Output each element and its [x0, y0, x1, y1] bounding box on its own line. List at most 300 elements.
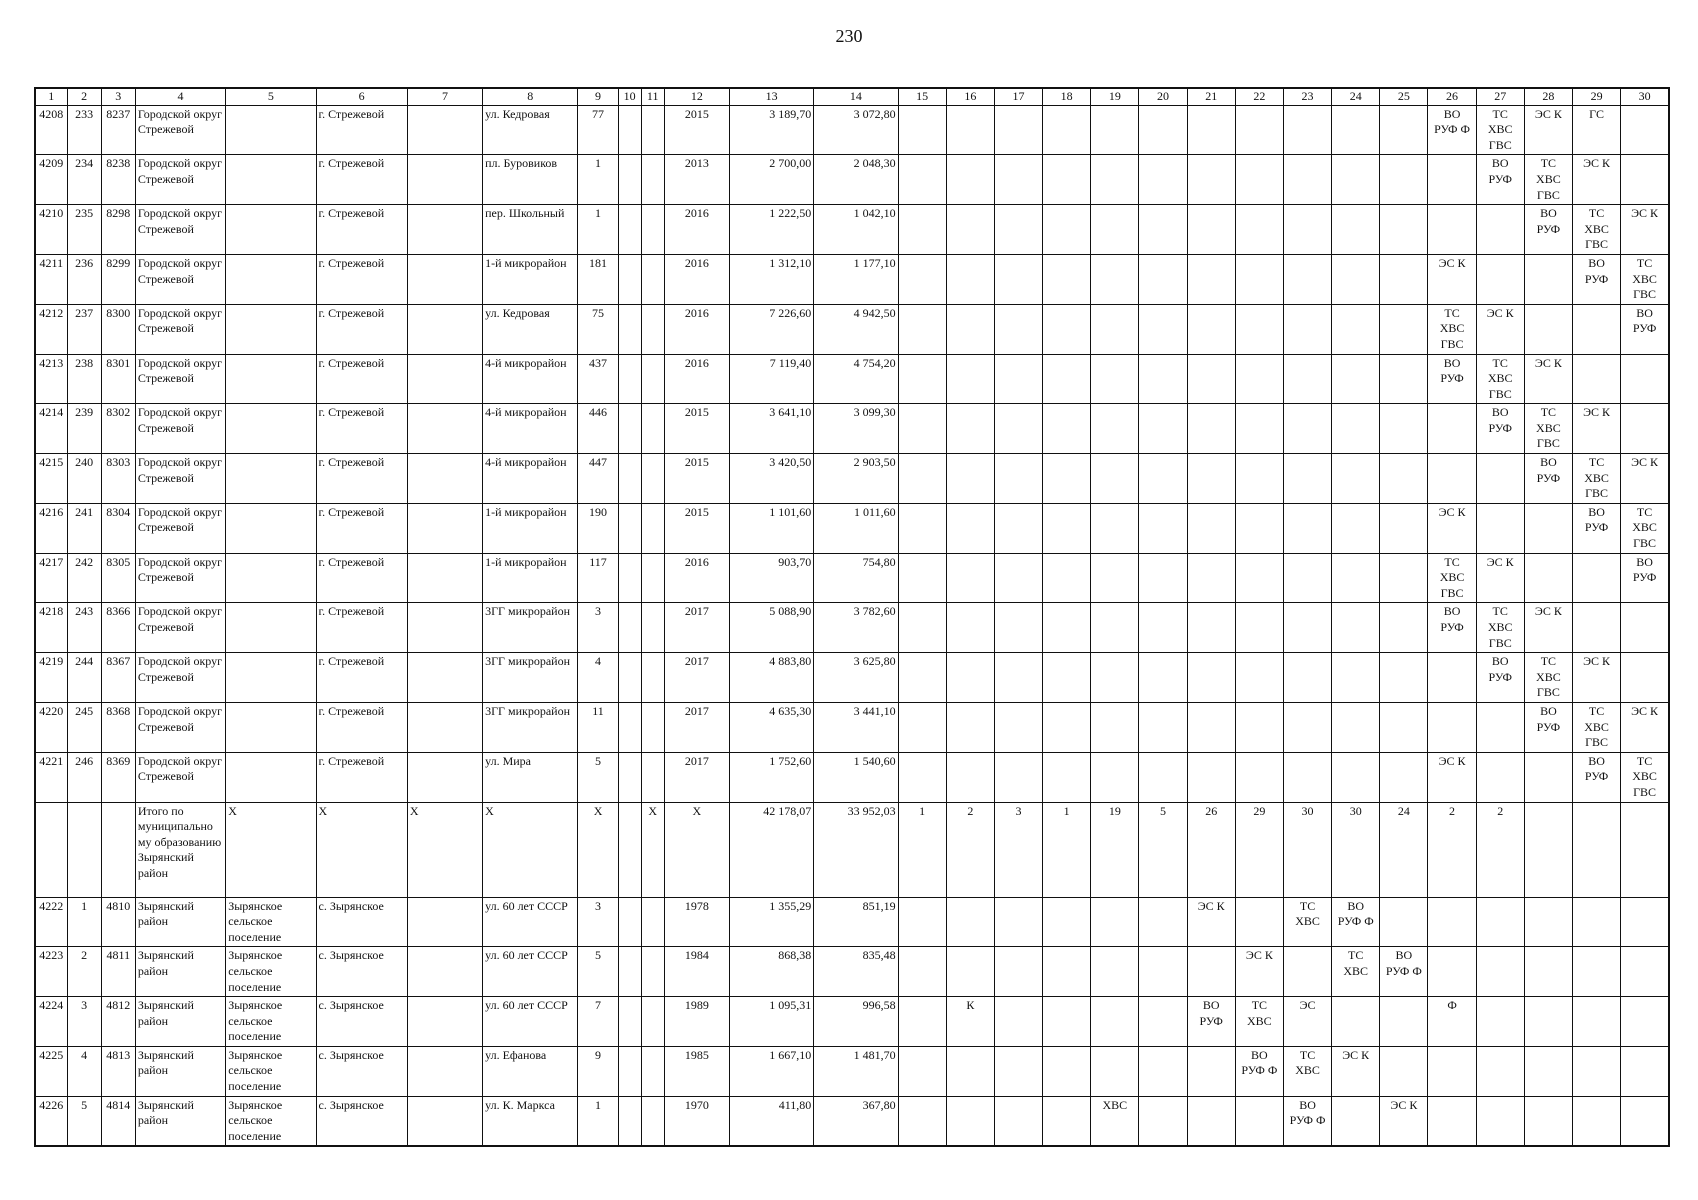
cell-col-23	[1283, 553, 1331, 603]
cell-col-28	[1524, 653, 1572, 703]
cell-col-12: 2016	[664, 254, 729, 304]
cell-col-11	[641, 947, 664, 997]
cell-col-14: 2 903,50	[814, 454, 898, 504]
column-header-26: 26	[1428, 88, 1476, 105]
cell-col-17	[994, 897, 1042, 947]
cell-col-19	[1091, 897, 1139, 947]
cell-col-10	[618, 947, 641, 997]
cell-col-19	[1091, 404, 1139, 454]
cell-col-29	[1572, 404, 1620, 454]
cell-col-1: 4208	[35, 105, 67, 155]
cell-col-27	[1476, 354, 1524, 404]
cell-col-29	[1572, 997, 1620, 1047]
work-code: ТС	[1444, 554, 1460, 569]
cell-col-26	[1428, 205, 1476, 255]
cell-col-21	[1187, 404, 1235, 454]
cell-col-3	[101, 802, 135, 897]
cell-col-14: 1 177,10	[814, 254, 898, 304]
cell-col-13: 411,80	[729, 1096, 813, 1146]
cell-col-29	[1572, 105, 1620, 155]
cell-col-30	[1621, 752, 1669, 802]
cell-col-12: 2017	[664, 603, 729, 653]
column-header-14: 14	[814, 88, 898, 105]
work-code: ГВС	[1536, 187, 1560, 202]
cell-col-19	[1091, 997, 1139, 1047]
work-code: ГВС	[1633, 287, 1657, 302]
column-header-21: 21	[1187, 88, 1235, 105]
cell-col-9: 1	[578, 1096, 618, 1146]
cell-col-25	[1380, 155, 1428, 205]
work-code: ВО	[1251, 1047, 1268, 1062]
cell-col-19	[1091, 304, 1139, 354]
cell-col-17	[994, 503, 1042, 553]
cell-col-27	[1476, 603, 1524, 653]
column-header-10: 10	[618, 88, 641, 105]
column-header-8: 8	[483, 88, 578, 105]
cell-col-2	[67, 802, 101, 897]
cell-col-9: 446	[578, 404, 618, 454]
cell-col-11	[641, 304, 664, 354]
cell-col-10	[618, 155, 641, 205]
cell-col-25	[1380, 105, 1428, 155]
cell-col-9: 5	[578, 752, 618, 802]
cell-col-1: 4225	[35, 1046, 67, 1096]
cell-col-25	[1380, 752, 1428, 802]
work-code: ХВС	[1632, 271, 1657, 286]
cell-col-9: 1	[578, 155, 618, 205]
cell-col-26	[1428, 752, 1476, 802]
cell-col-27	[1476, 1046, 1524, 1096]
cell-col-30	[1621, 155, 1669, 205]
cell-col-30	[1621, 897, 1669, 947]
cell-col-16	[946, 1096, 994, 1146]
cell-col-7	[407, 503, 482, 553]
cell-col-14: 4 754,20	[814, 354, 898, 404]
cell-col-11	[641, 254, 664, 304]
work-code: ХВС	[1536, 669, 1561, 684]
work-code: ТС	[1636, 753, 1653, 768]
cell-col-13: 4 883,80	[729, 653, 813, 703]
cell-col-3: 8301	[101, 354, 135, 404]
cell-col-13: 1 095,31	[729, 997, 813, 1047]
work-code: ВО	[1540, 703, 1557, 718]
cell-col-16	[946, 155, 994, 205]
cell-col-22	[1235, 702, 1283, 752]
column-header-7: 7	[407, 88, 482, 105]
cell-col-9: 7	[578, 997, 618, 1047]
cell-col-11: X	[641, 802, 664, 897]
cell-col-29	[1572, 752, 1620, 802]
cell-col-2: 235	[67, 205, 101, 255]
cell-col-2: 246	[67, 752, 101, 802]
cell-col-8: ул. 60 лет СССР	[483, 947, 578, 997]
cell-col-11	[641, 404, 664, 454]
cell-col-21	[1187, 997, 1235, 1047]
cell-col-11	[641, 105, 664, 155]
work-code: ТС	[1540, 405, 1557, 420]
cell-col-1: 4209	[35, 155, 67, 205]
cell-col-27	[1476, 997, 1524, 1047]
cell-col-19	[1091, 947, 1139, 997]
cell-col-18	[1043, 454, 1091, 504]
work-code: ВО	[1636, 554, 1653, 569]
cell-col-18	[1043, 653, 1091, 703]
cell-col-30	[1621, 205, 1669, 255]
cell-col-29	[1572, 503, 1620, 553]
cell-col-14: 835,48	[814, 947, 898, 997]
cell-col-10	[618, 653, 641, 703]
cell-col-12: 2017	[664, 653, 729, 703]
work-code: РУФ	[1584, 520, 1609, 535]
cell-col-5: Зырянское сельское поселение	[226, 897, 316, 947]
cell-col-4: Городской округ Стрежевой	[135, 503, 225, 553]
cell-col-20	[1139, 105, 1187, 155]
cell-col-18	[1043, 947, 1091, 997]
cell-col-9: 77	[578, 105, 618, 155]
cell-col-7	[407, 155, 482, 205]
table-row	[35, 354, 1669, 404]
cell-col-23	[1283, 205, 1331, 255]
cell-col-22	[1235, 354, 1283, 404]
cell-col-16	[946, 354, 994, 404]
cell-col-10	[618, 553, 641, 603]
cell-col-12: 2013	[664, 155, 729, 205]
cell-col-14: 33 952,03	[814, 802, 898, 897]
cell-col-29	[1572, 254, 1620, 304]
cell-col-26	[1428, 702, 1476, 752]
cell-col-30	[1621, 997, 1669, 1047]
work-code: ХВС	[1632, 769, 1657, 784]
cell-col-9: 181	[578, 254, 618, 304]
cell-col-27	[1476, 454, 1524, 504]
cell-col-16	[946, 603, 994, 653]
cell-col-5	[226, 304, 316, 354]
cell-col-7	[407, 205, 482, 255]
work-code: ВО	[1588, 753, 1605, 768]
cell-col-20	[1139, 947, 1187, 997]
work-code: ТС	[1492, 355, 1508, 370]
cell-col-17	[994, 1046, 1042, 1096]
work-code: ВО	[1491, 156, 1509, 171]
work-code: ГВС	[1585, 486, 1609, 501]
cell-col-13: 1 355,29	[729, 897, 813, 947]
cell-col-4: Городской округ Стрежевой	[135, 752, 225, 802]
cell-col-6: г. Стрежевой	[316, 105, 407, 155]
cell-col-29	[1572, 802, 1620, 897]
cell-col-21	[1187, 702, 1235, 752]
cell-col-17	[994, 553, 1042, 603]
work-code: ХВС	[1487, 371, 1513, 386]
cell-col-13: 868,38	[729, 947, 813, 997]
cell-col-10	[618, 304, 641, 354]
cell-col-9: 3	[578, 603, 618, 653]
cell-col-4: Зырянский район	[135, 1046, 225, 1096]
column-header-9: 9	[578, 88, 618, 105]
cell-col-15	[898, 155, 946, 205]
cell-col-25	[1380, 503, 1428, 553]
cell-col-6: г. Стрежевой	[316, 454, 407, 504]
cell-col-1: 4216	[35, 503, 67, 553]
cell-col-24	[1332, 553, 1380, 603]
cell-col-16	[946, 553, 994, 603]
cell-col-28	[1524, 354, 1572, 404]
work-code: ГВС	[1536, 685, 1560, 700]
cell-col-13: 42 178,07	[729, 802, 813, 897]
cell-col-8: 4-й микрорайон	[483, 404, 578, 454]
cell-col-8: ул. К. Маркса	[483, 1096, 578, 1146]
cell-col-24	[1332, 254, 1380, 304]
table-row	[35, 454, 1669, 504]
cell-col-18	[1043, 205, 1091, 255]
cell-col-25	[1380, 997, 1428, 1047]
cell-col-21	[1187, 947, 1235, 997]
cell-col-12: 2017	[664, 702, 729, 752]
cell-col-20	[1139, 1046, 1187, 1096]
cell-col-3: 8367	[101, 653, 135, 703]
cell-col-22	[1235, 997, 1283, 1047]
cell-col-7	[407, 752, 482, 802]
work-code: РУФ	[1536, 221, 1561, 236]
cell-col-5: Зырянское сельское поселение	[226, 1096, 316, 1146]
cell-col-30	[1621, 354, 1669, 404]
cell-col-18	[1043, 752, 1091, 802]
cell-col-29	[1572, 897, 1620, 947]
cell-col-18	[1043, 897, 1091, 947]
cell-col-18	[1043, 603, 1091, 653]
work-code: ТС	[1492, 106, 1508, 121]
work-code: РУФ	[1488, 171, 1512, 186]
cell-col-7	[407, 254, 482, 304]
cell-col-7	[407, 304, 482, 354]
cell-col-7: X	[407, 802, 482, 897]
cell-col-17	[994, 254, 1042, 304]
cell-col-19	[1091, 702, 1139, 752]
work-code: ВО	[1491, 405, 1509, 420]
cell-col-3: 8305	[101, 553, 135, 603]
cell-col-29	[1572, 454, 1620, 504]
cell-col-8: 1-й микрорайон	[483, 553, 578, 603]
cell-col-22: 29	[1235, 802, 1283, 897]
cell-col-25	[1380, 404, 1428, 454]
cell-col-30	[1621, 702, 1669, 752]
cell-col-16	[946, 254, 994, 304]
cell-col-12: 1978	[664, 897, 729, 947]
cell-col-10	[618, 702, 641, 752]
work-code: ХВС	[1295, 1063, 1320, 1078]
cell-col-29	[1572, 603, 1620, 653]
column-header-2: 2	[67, 88, 101, 105]
cell-col-29	[1572, 702, 1620, 752]
cell-col-28	[1524, 553, 1572, 603]
cell-col-20	[1139, 404, 1187, 454]
cell-col-17	[994, 105, 1042, 155]
cell-col-11	[641, 155, 664, 205]
total-row	[35, 802, 1669, 897]
work-code: ХВС	[1487, 122, 1513, 137]
cell-col-8: 3ГГ микрорайон	[483, 603, 578, 653]
work-code: ГВС	[1488, 137, 1512, 152]
work-code: ГВС	[1488, 635, 1512, 650]
work-code: ЭС К	[1583, 405, 1611, 420]
cell-col-2: 244	[67, 653, 101, 703]
cell-col-11	[641, 752, 664, 802]
cell-col-8: пер. Школьный	[483, 205, 578, 255]
cell-col-19	[1091, 553, 1139, 603]
cell-col-16	[946, 947, 994, 997]
cell-col-4: Итого по муниципально му образованию Зырянский район	[135, 802, 225, 897]
cell-col-26	[1428, 354, 1476, 404]
cell-col-27	[1476, 653, 1524, 703]
cell-col-28	[1524, 503, 1572, 553]
cell-col-25	[1380, 553, 1428, 603]
cell-col-13: 1 312,10	[729, 254, 813, 304]
cell-col-2: 242	[67, 553, 101, 603]
cell-col-9: 190	[578, 503, 618, 553]
work-code: РУФ	[1440, 371, 1464, 386]
work-code: ТС	[1251, 998, 1268, 1013]
cell-col-13: 1 222,50	[729, 205, 813, 255]
cell-col-16	[946, 997, 994, 1047]
work-code: РУФ	[1488, 669, 1512, 684]
work-code: ВО	[1202, 998, 1220, 1013]
cell-col-23	[1283, 997, 1331, 1047]
work-code: ЭС К	[1486, 554, 1514, 569]
work-code: ГВС	[1585, 735, 1609, 750]
cell-col-14: 1 540,60	[814, 752, 898, 802]
cell-col-15	[898, 454, 946, 504]
cell-col-2: 245	[67, 702, 101, 752]
cell-col-26	[1428, 304, 1476, 354]
cell-col-30	[1621, 254, 1669, 304]
cell-col-19: 19	[1091, 802, 1139, 897]
cell-col-2: 239	[67, 404, 101, 454]
cell-col-30	[1621, 603, 1669, 653]
cell-col-6: г. Стрежевой	[316, 254, 407, 304]
cell-col-4: Городской округ Стрежевой	[135, 354, 225, 404]
work-code: РУФ	[1199, 1013, 1223, 1028]
cell-col-10	[618, 897, 641, 947]
cell-col-23	[1283, 1096, 1331, 1146]
work-code: ГВС	[1633, 536, 1657, 551]
work-code: ХВС	[1584, 221, 1609, 236]
cell-col-16	[946, 404, 994, 454]
cell-col-11	[641, 205, 664, 255]
work-code: ВО	[1540, 455, 1557, 470]
cell-col-20	[1139, 354, 1187, 404]
work-code: ТС	[1588, 206, 1605, 221]
cell-col-12: 2016	[664, 304, 729, 354]
cell-col-14: 3 099,30	[814, 404, 898, 454]
cell-col-21	[1187, 155, 1235, 205]
cell-col-5	[226, 653, 316, 703]
cell-col-1	[35, 802, 67, 897]
cell-col-22	[1235, 603, 1283, 653]
work-code: ЭС К	[1583, 654, 1611, 669]
cell-col-5	[226, 205, 316, 255]
cell-col-30	[1621, 404, 1669, 454]
cell-col-12: 2016	[664, 553, 729, 603]
cell-col-30	[1621, 1096, 1669, 1146]
cell-col-7	[407, 997, 482, 1047]
work-code: РУФ	[1488, 420, 1512, 435]
cell-col-17	[994, 354, 1042, 404]
column-header-12: 12	[664, 88, 729, 105]
cell-col-4: Городской округ Стрежевой	[135, 105, 225, 155]
cell-col-24	[1332, 354, 1380, 404]
cell-col-18: 1	[1043, 802, 1091, 897]
cell-col-16	[946, 304, 994, 354]
cell-col-5: X	[226, 802, 316, 897]
cell-col-7	[407, 454, 482, 504]
work-code: ЭС К	[1197, 898, 1225, 913]
cell-col-13: 7 226,60	[729, 304, 813, 354]
cell-col-23	[1283, 603, 1331, 653]
cell-col-13: 5 088,90	[729, 603, 813, 653]
cell-col-8: X	[483, 802, 578, 897]
cell-col-27	[1476, 503, 1524, 553]
cell-col-15	[898, 702, 946, 752]
cell-col-9: 1	[578, 205, 618, 255]
cell-col-8: 1-й микрорайон	[483, 254, 578, 304]
table-row	[35, 702, 1669, 752]
table-row	[35, 254, 1669, 304]
cell-col-17	[994, 702, 1042, 752]
work-code: Ф	[1447, 998, 1457, 1013]
cell-col-3: 8298	[101, 205, 135, 255]
cell-col-21	[1187, 752, 1235, 802]
column-header-24: 24	[1332, 88, 1380, 105]
work-code: ЭС К	[1438, 753, 1466, 768]
work-code: ВО	[1588, 504, 1605, 519]
work-code: РУФ	[1584, 271, 1609, 286]
cell-col-23	[1283, 454, 1331, 504]
cell-col-27: 2	[1476, 802, 1524, 897]
cell-col-21	[1187, 553, 1235, 603]
cell-col-16	[946, 503, 994, 553]
column-header-13: 13	[729, 88, 813, 105]
cell-col-2: 237	[67, 304, 101, 354]
cell-col-8: ул. 60 лет СССР	[483, 897, 578, 947]
cell-col-23	[1283, 354, 1331, 404]
cell-col-19	[1091, 1046, 1139, 1096]
cell-col-17	[994, 653, 1042, 703]
cell-col-18	[1043, 404, 1091, 454]
work-code: ХВС	[1439, 570, 1465, 585]
cell-col-15	[898, 503, 946, 553]
cell-col-15	[898, 997, 946, 1047]
cell-col-15	[898, 105, 946, 155]
cell-col-9: X	[578, 802, 618, 897]
cell-col-20	[1139, 454, 1187, 504]
cell-col-12: 2017	[664, 752, 729, 802]
cell-col-20	[1139, 254, 1187, 304]
cell-col-21	[1187, 653, 1235, 703]
work-code: ВО	[1443, 355, 1461, 370]
cell-col-27	[1476, 155, 1524, 205]
work-code: ЭС	[1299, 998, 1316, 1013]
cell-col-22	[1235, 155, 1283, 205]
cell-col-19	[1091, 205, 1139, 255]
cell-col-19	[1091, 503, 1139, 553]
cell-col-17: 3	[994, 802, 1042, 897]
cell-col-5	[226, 254, 316, 304]
cell-col-26	[1428, 897, 1476, 947]
cell-col-14: 1 042,10	[814, 205, 898, 255]
cell-col-24	[1332, 897, 1380, 947]
cell-col-26	[1428, 454, 1476, 504]
cell-col-6: г. Стрежевой	[316, 653, 407, 703]
cell-col-15	[898, 653, 946, 703]
